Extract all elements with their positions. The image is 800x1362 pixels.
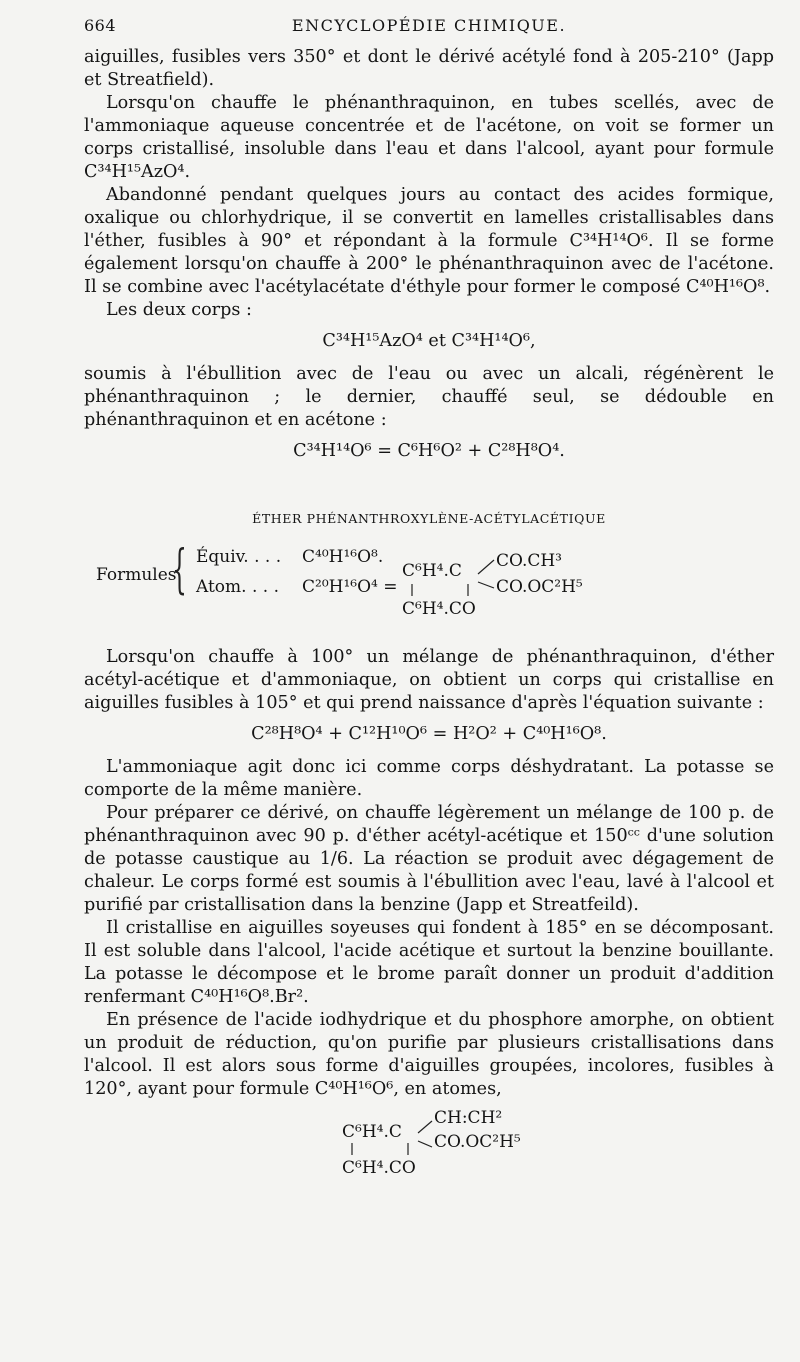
- bond-lines-2: [342, 1117, 442, 1161]
- paragraph: L'ammoniaque agit donc ici comme corps déshydratant. La potasse se comporte de la même manière.: [84, 757, 774, 800]
- page-header: [84, 10, 774, 40]
- struct2-bottom: C⁶H⁴.CO: [342, 1158, 416, 1178]
- struct2-top: C⁶H⁴.C: [342, 1122, 402, 1142]
- brace: {: [172, 540, 187, 600]
- equiv-label: Équiv. . . .: [196, 547, 282, 567]
- page-number: 664: [84, 16, 117, 35]
- paragraph: Abandonné pendant quelques jours au contact des acides formique, oxalique ou chlorhydrique, il se convertit en lamelles cristallisables dans l'éther, fusibles à 90° et répondant à la formule C³⁴H¹⁴O⁶. Il se forme également lorsqu'on chauffe à 200° le phénanthraquinon avec de l'acétone. Il se combine avec l'acétylacétate d'éthyle pour former le composé C⁴⁰H¹⁶O⁸.: [84, 185, 774, 297]
- paragraph: Lorsqu'on chauffe à 100° un mélange de phénanthraquinon, d'éther acétyl-acétique et d'ammoniaque, on obtient un corps qui cristallise en aiguilles fusibles à 105° et qui prend naissance d'après l'équation suivante :: [84, 647, 774, 713]
- struct2-right-1: CH:CH²: [434, 1108, 503, 1128]
- equiv-formula: C⁴⁰H¹⁶O⁸.: [302, 547, 384, 567]
- paragraph-continuation: aiguilles, fusibles vers 350° et dont le dérivé acétylé fond à 205-210° (Japp et Streatfield).: [84, 47, 774, 90]
- structural-formula: [84, 1103, 774, 1203]
- bond-lines: [402, 558, 502, 602]
- paragraph: Pour préparer ce dérivé, on chauffe légèrement un mélange de 100 p. de phénanthraquinon avec 90 p. d'éther acétyl-acétique et 150ᶜᶜ d'une solution de potasse caustique au 1/6. La réaction se produit avec dégagement de chaleur. Le corps formé est soumis à l'ébullition avec l'eau, lavé à l'alcool et purifié par cristallisation dans la benzine (Japp et Streatfeild).: [84, 803, 774, 915]
- equation: C³⁴H¹⁵AzO⁴ et C³⁴H¹⁴O⁶,: [322, 331, 536, 351]
- paragraph: Les deux corps :: [106, 300, 252, 320]
- paragraph: En présence de l'acide iodhydrique et du phosphore amorphe, on obtient un produit de réduction, qu'on purifie par plusieurs cristallisations dans l'alcool. Il est alors sous forme d'aiguilles groupées, incolores, fusibles à 120°, ayant pour formule C⁴⁰H¹⁶O⁶, en atomes,: [84, 1010, 774, 1099]
- struct-right-1: CO.CH³: [496, 551, 562, 571]
- struct-right-2: CO.OC²H⁵: [496, 577, 583, 597]
- atom-formula: C²⁰H¹⁶O⁴ =: [302, 577, 398, 597]
- equation: C²⁸H⁸O⁴ + C¹²H¹⁰O⁶ = H²O² + C⁴⁰H¹⁶O⁸.: [251, 724, 607, 744]
- section-title: ÉTHER PHÉNANTHROXYLÈNE-ACÉTYLACÉTIQUE: [252, 511, 606, 526]
- paragraph: Lorsqu'on chauffe le phénanthraquinon, en tubes scellés, avec de l'ammoniaque aqueuse concentrée et de l'acétone, on voit se former un corps cristallisé, insoluble dans l'eau et dans l'alcool, ayant pour formule C³⁴H¹⁵AzO⁴.: [84, 93, 774, 182]
- paragraph: soumis à l'ébullition avec de l'eau ou avec un alcali, régénèrent le phénanthraquinon ; le dernier, chauffé seul, se dédouble en phénanthraquinon et en acétone :: [84, 364, 774, 430]
- paragraph: Il cristallise en aiguilles soyeuses qui fondent à 185° en se décomposant. Il est soluble dans l'alcool, l'acide acétique et surtout la benzine bouillante. La potasse le décompose et le brome paraît donner un produit d'addition renfermant C⁴⁰H¹⁶O⁸.Br².: [84, 918, 774, 1007]
- page-body: [84, 46, 774, 1203]
- formulas-label: Formules: [96, 565, 177, 585]
- struct-bottom: C⁶H⁴.CO: [402, 599, 476, 619]
- atom-label: Atom. . . .: [196, 577, 279, 597]
- struct2-right-2: CO.OC²H⁵: [434, 1132, 521, 1152]
- struct-top: C⁶H⁴.C: [402, 561, 462, 581]
- equation: C³⁴H¹⁴O⁶ = C⁶H⁶O² + C²⁸H⁸O⁴.: [293, 441, 565, 461]
- formula-block: [84, 542, 774, 632]
- running-title: ENCYCLOPÉDIE CHIMIQUE.: [291, 16, 567, 35]
